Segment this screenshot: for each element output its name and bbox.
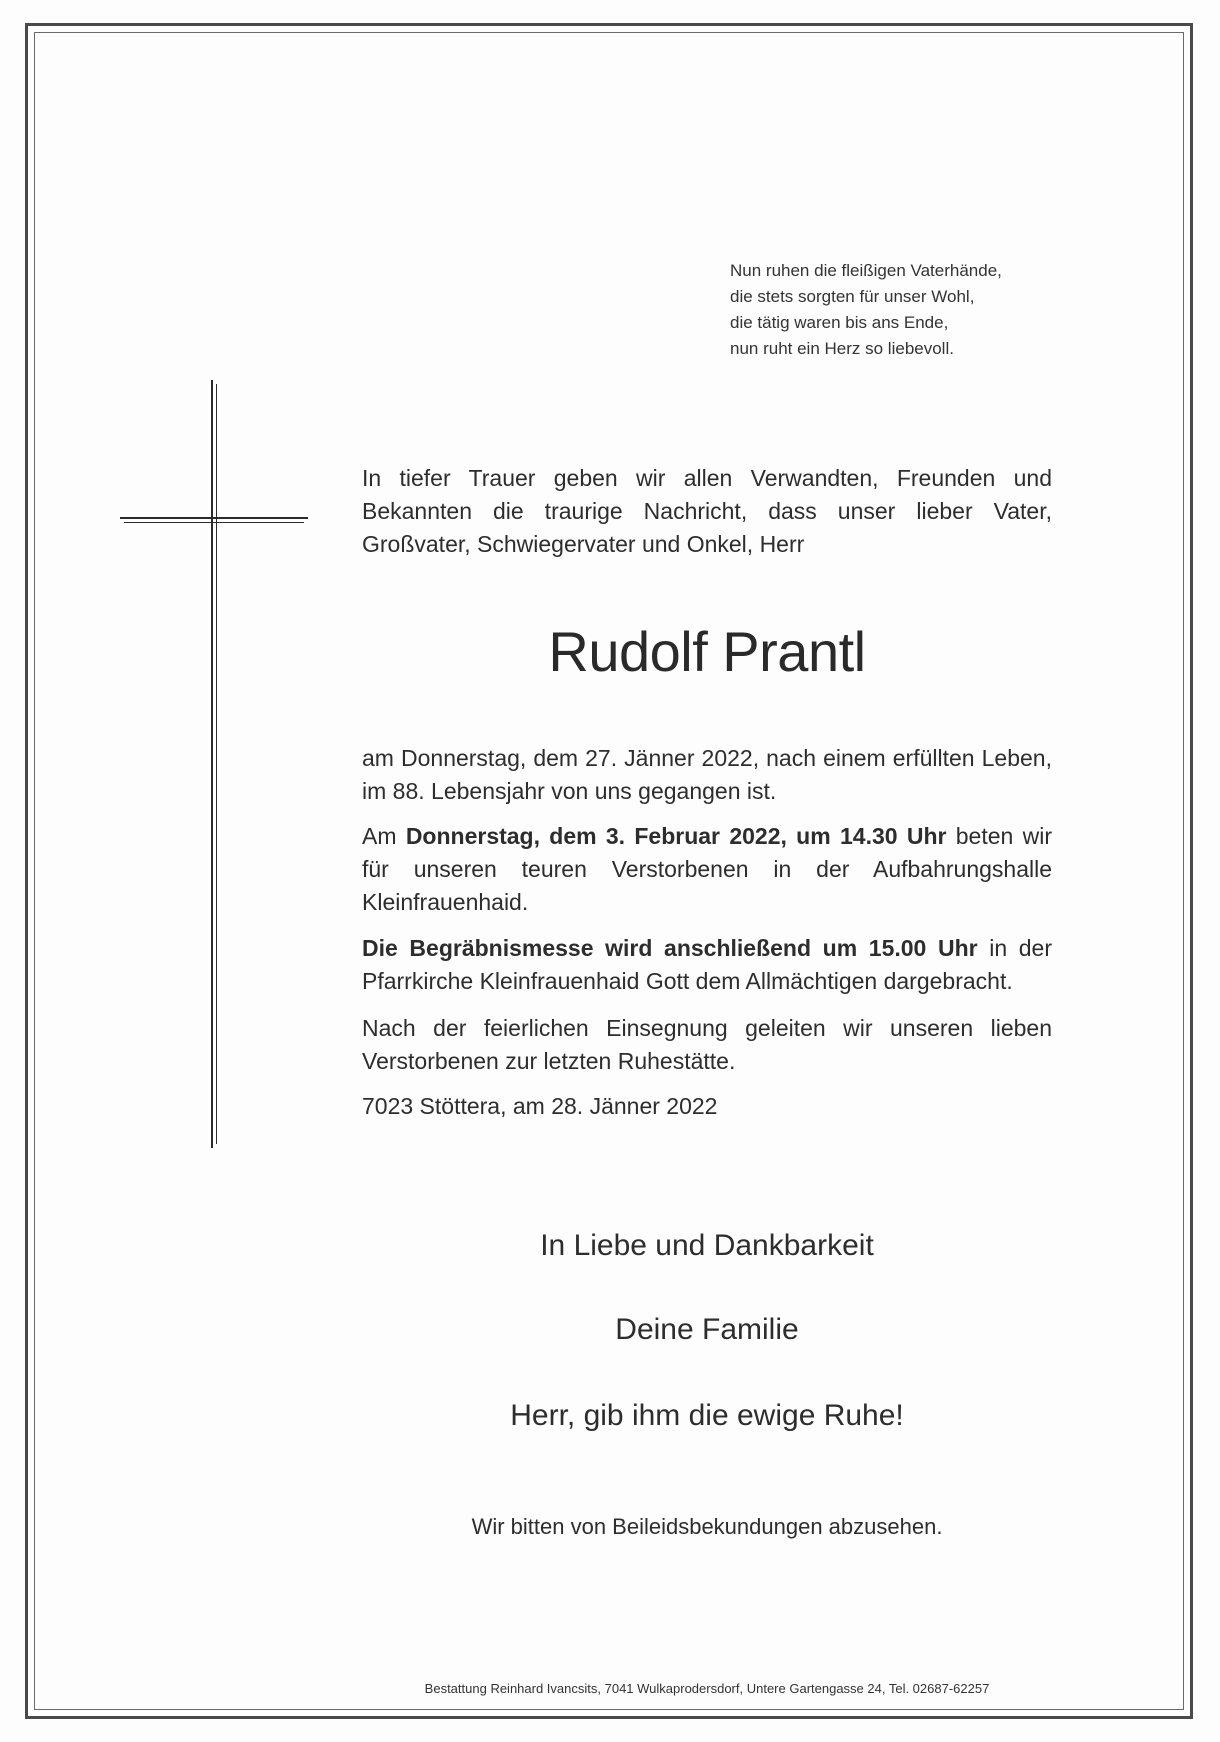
place-date: 7023 Stöttera, am 28. Jänner 2022 [362,1093,718,1119]
prayer-date-time: Donnerstag, dem 3. Februar 2022, um 14.30 Uhr [405,823,947,849]
verse-line: Nun ruhen die fleißigen Vaterhände, [730,261,1002,280]
verse-line: die tätig waren bis ans Ende, [730,313,949,332]
passing-paragraph: am Donnerstag, dem 27. Jänner 2022, nach einem erfüllten Leben, im 88. Lebensjahr von uns gegangen ist. [362,745,1052,804]
cross-vertical-bar [211,380,213,1148]
cross-vertical-bar-thin [216,384,217,1144]
verse-line: nun ruht ein Herz so liebevoll. [730,339,954,358]
closing-family: Deine Familie [615,1313,799,1346]
cross-horizontal-bar-thin [124,522,304,523]
condolence-note: Wir bitten von Beileidsbekundungen abzusehen. [471,1514,943,1539]
funeral-home-footer: Bestattung Reinhard Ivancsits, 7041 Wulkaprodersdorf, Untere Gartengasse 24, Tel. 02687-62257 [424,1681,990,1696]
cross-horizontal-bar [120,517,308,519]
mass-paragraph [362,932,1052,998]
mass-rest-text: in der Pfarrkirche Kleinfrauenhaid Gott dem Allmächtigen dargebracht. [362,935,1052,994]
prayer-paragraph [362,820,1052,919]
prayer-prefix: Am [362,823,406,849]
prayer-suffix: beten wir für unseren teuren Verstorbenen in der Aufbahrungshalle Kleinfrauenhaid. [362,823,1052,915]
verse-line: die stets sorgten für unser Wohl, [730,287,975,306]
announcement-intro: In tiefer Trauer geben wir allen Verwandten, Freunden und Bekannten die traurige Nachricht, dass unser lieber Vater, Großvater, Schwiegervater und Onkel, Herr [362,465,1052,557]
closing-prayer: Herr, gib ihm die ewige Ruhe! [510,1399,904,1432]
deceased-name: Rudolf Prantl [548,620,866,683]
mass-bold-text: Die Begräbnismesse wird anschließend um 15.00 Uhr [362,935,978,961]
closing-love: In Liebe und Dankbarkeit [540,1229,874,1262]
burial-paragraph: Nach der feierlichen Einsegnung geleiten wir unseren lieben Verstorbenen zur letzten Ruhestätte. [362,1015,1052,1074]
memorial-verse [730,258,1070,362]
